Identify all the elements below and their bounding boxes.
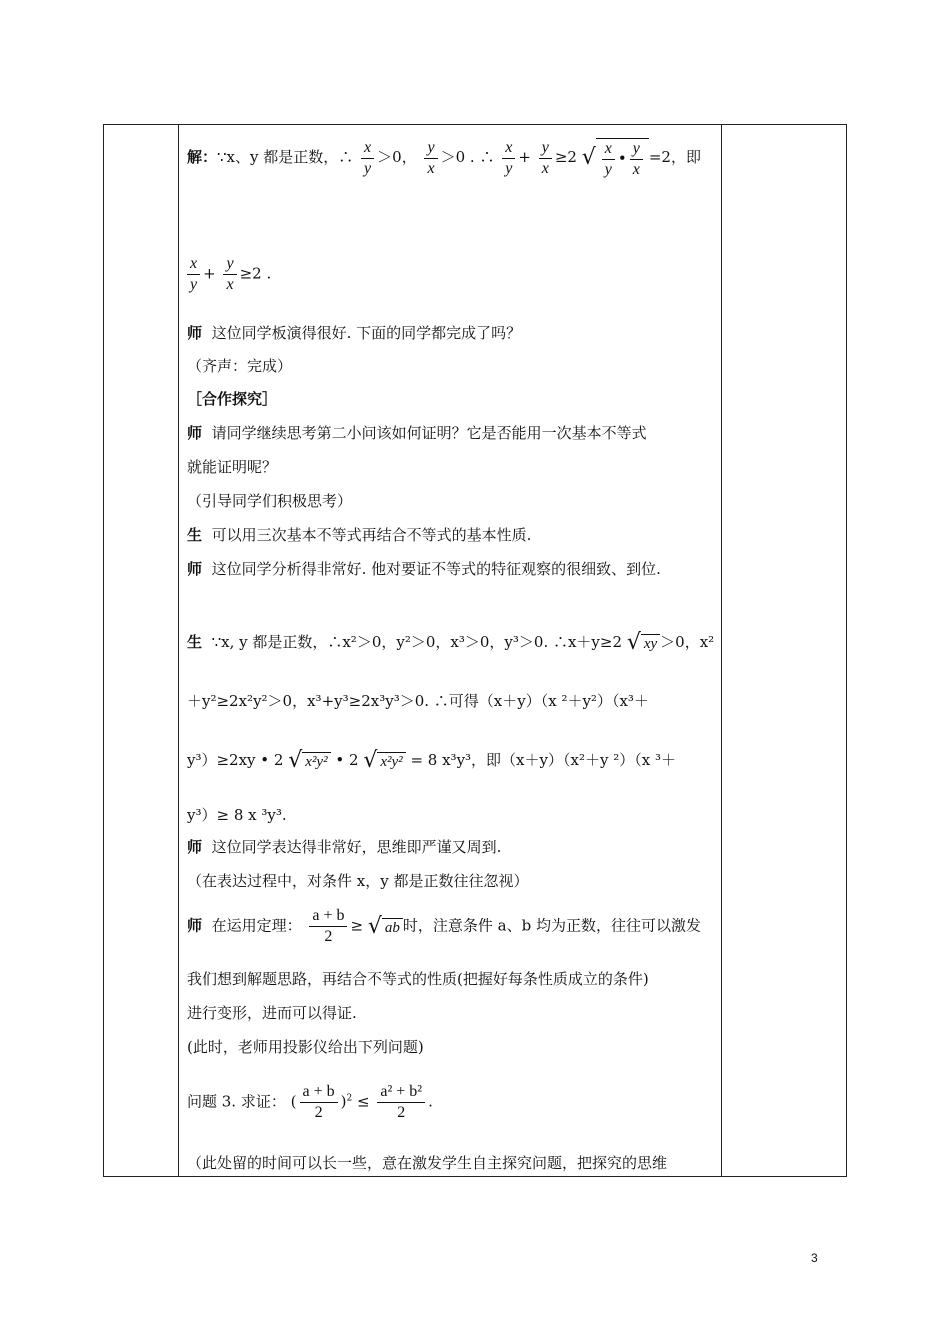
num: x <box>602 141 615 160</box>
text: 时，注意条件 a、b 均为正数，往往可以激发 <box>402 916 701 935</box>
fraction-x-over-y <box>602 141 615 178</box>
text: ＋y²≥2x²y²＞0，x³+y³≥2x³y³＞0. ∴可得（x＋y）（x ²＋y²）（x³＋ <box>187 692 649 710</box>
square-root: √ $\frac{x}{y}$ • $\frac{y}{x}$ <box>582 138 649 178</box>
fraction-a-plus-b-over-2 <box>300 1084 338 1121</box>
speaker-student: 生 <box>187 526 203 544</box>
text: ∵x、y 都是正数，∴ <box>217 148 354 166</box>
speaker-student: 生 <box>187 633 203 651</box>
text: =2，即 <box>648 148 701 166</box>
speaker-teacher: 师 <box>187 424 203 442</box>
student-line-cont <box>187 694 649 709</box>
text: (此时，老师用投影仪给出下列问题) <box>187 1038 424 1056</box>
text: 问题 3. 求证： <box>187 1092 286 1111</box>
teacher-line <box>187 840 501 855</box>
square-root: √ xy <box>627 632 660 654</box>
paren: ) <box>340 1092 347 1111</box>
square-root: √ x²y² <box>288 750 330 772</box>
column-divider-right <box>721 125 722 1176</box>
den: y <box>364 159 372 177</box>
exponent: 2 <box>346 1093 353 1104</box>
note-line <box>187 1156 667 1171</box>
radicand: xy <box>641 634 660 652</box>
text: （引导同学们积极思考） <box>187 492 353 510</box>
den: x <box>226 276 234 293</box>
fraction-x-over-y <box>502 140 515 177</box>
page-number: 3 <box>811 1251 818 1265</box>
text: • 2 <box>335 751 359 769</box>
num: a + b <box>300 1084 338 1103</box>
text: ∵x, y 都是正数，∴x²＞0，y²＞0，x³＞0，y³＞0. ∴x＋y≥2 <box>211 633 623 651</box>
text: ≥2 . <box>239 264 272 283</box>
student-line-cont <box>187 750 676 772</box>
num: a² + b² <box>377 1084 425 1103</box>
fraction-a-plus-b-over-2 <box>309 908 347 945</box>
fraction-y-over-x <box>424 140 437 177</box>
student-line <box>187 528 531 543</box>
teacher-line <box>187 426 647 441</box>
text: 请同学继续思考第二小问该如何证明？它是否能用一次基本不等式 <box>211 424 647 442</box>
teacher-line <box>187 562 661 577</box>
text: （齐声：完成） <box>187 357 293 375</box>
num: x <box>187 256 200 275</box>
num: y <box>424 140 437 159</box>
teacher-line-cont <box>187 460 277 475</box>
column-divider-left <box>178 125 179 1176</box>
note-line <box>187 874 528 889</box>
text: 进行变形，进而可以得证. <box>187 1004 357 1022</box>
den: y <box>604 161 612 178</box>
note-line <box>187 1040 424 1055</box>
text: （此处留的时间可以长一些，意在激发学生自主探究问题，把探究的思维 <box>187 1154 668 1172</box>
num: x <box>502 140 515 159</box>
dot: • <box>617 149 627 168</box>
text: = 8 x³y³，即（x＋y）（x²＋y ²）（x ³＋ <box>410 751 676 769</box>
text: y³）≥ 8 x ³y³. <box>187 806 287 824</box>
den: y <box>190 276 198 293</box>
paren: ( <box>290 1092 297 1111</box>
speaker-teacher: 师 <box>187 916 203 935</box>
fraction-x-over-y <box>361 140 374 177</box>
fraction-a2-plus-b2-over-2 <box>377 1084 425 1121</box>
text: ≥ <box>350 916 364 935</box>
text: 在运用定理： <box>211 916 302 935</box>
text: （在表达过程中，对条件 x，y 都是正数往往忽视） <box>187 872 529 890</box>
speaker-teacher: 师 <box>187 324 203 342</box>
text: 我们想到解题思路，再结合不等式的性质(把握好每条性质成立的条件) <box>187 970 649 988</box>
den: y <box>505 159 513 177</box>
text: ＞0，x² <box>660 633 715 651</box>
speaker-teacher: 师 <box>187 560 203 578</box>
solution-line-2 <box>187 256 271 293</box>
num: x <box>361 140 374 159</box>
text: 这位同学分析得非常好. 他对要证不等式的特征观察的很细致、到位. <box>211 560 661 578</box>
fraction-y-over-x <box>223 256 236 293</box>
fraction-y-over-x <box>539 140 552 177</box>
note-line <box>187 494 352 509</box>
text: y³）≥2xy • 2 <box>187 751 284 769</box>
num: a + b <box>309 908 347 927</box>
text: ＞0， <box>377 148 417 166</box>
problem-3-line <box>187 1084 433 1121</box>
radicand: ab <box>382 918 403 936</box>
note-line <box>187 359 292 374</box>
text: ≥2 <box>554 148 577 166</box>
text: ［合作探究］ <box>187 390 278 408</box>
lesson-content <box>187 124 717 1177</box>
den: x <box>632 161 640 178</box>
text: ≤ <box>357 1092 370 1111</box>
text: 可以用三次基本不等式再结合不等式的基本性质. <box>211 526 532 544</box>
num: y <box>630 141 643 160</box>
num: y <box>223 256 236 275</box>
radicand: x²y² <box>377 752 405 770</box>
text: 这位同学板演得很好. 下面的同学都完成了吗？ <box>211 324 522 342</box>
teacher-line-cont <box>187 972 649 987</box>
speaker-teacher: 师 <box>187 838 203 856</box>
den: 2 <box>314 1104 323 1121</box>
solution-line-1 <box>187 138 701 178</box>
text: ＞0 . ∴ <box>440 148 495 166</box>
den: x <box>541 159 549 177</box>
num: y <box>539 140 552 159</box>
square-root: √ x²y² <box>363 750 405 772</box>
teacher-line <box>187 908 701 945</box>
square-root: √ ab <box>368 916 403 938</box>
period: . <box>428 1092 433 1111</box>
plus: + <box>203 264 216 283</box>
text: 就能证明呢？ <box>187 458 278 476</box>
student-line-cont <box>187 808 287 823</box>
den: x <box>427 159 435 177</box>
section-heading <box>187 392 277 407</box>
plus: + <box>518 148 531 166</box>
text: 这位同学表达得非常好，思维即严谨又周到. <box>211 838 502 856</box>
student-line <box>187 632 714 654</box>
fraction-x-over-y <box>187 256 200 293</box>
radicand: x²y² <box>302 752 330 770</box>
solution-label: 解： <box>187 148 218 166</box>
fraction-y-over-x <box>630 141 643 178</box>
teacher-line <box>187 326 521 341</box>
den: 2 <box>324 928 333 945</box>
teacher-line-cont <box>187 1006 357 1021</box>
den: 2 <box>397 1104 406 1121</box>
